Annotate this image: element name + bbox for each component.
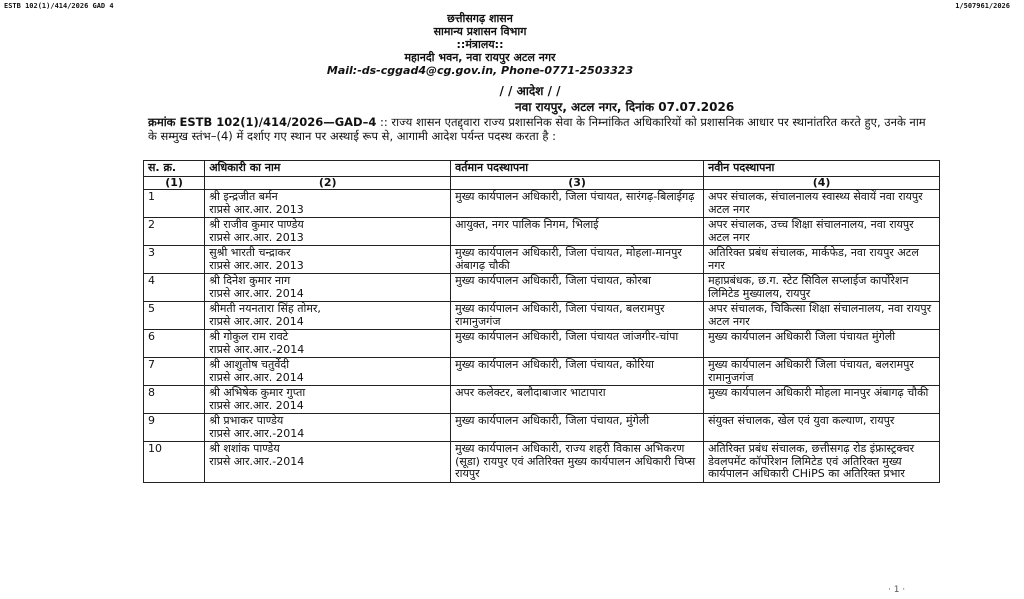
current-posting: मुख्य कार्यपालन अधिकारी, जिला पंचायत, बलरामपुर रामानुजगंज	[451, 302, 704, 330]
serial-number: 7	[144, 358, 205, 386]
officer-batch: राप्रसे आर.आर. 2014	[209, 370, 304, 384]
new-posting: महाप्रबंधक, छ.ग. स्टेट सिविल सप्लाईज कार्पोरेशन लिमिटेड मुख्यालय, रायपुर	[704, 274, 940, 302]
officer-batch: राप्रसे आर.आर. 2014	[209, 398, 304, 412]
current-posting: मुख्य कार्यपालन अधिकारी, जिला पंचायत, सारंगढ़-बिलाईगढ़	[451, 190, 704, 218]
officer-batch: राप्रसे आर.आर.-2014	[209, 342, 305, 356]
current-posting: मुख्य कार्यपालन अधिकारी, जिला पंचायत, मुंगेली	[451, 414, 704, 442]
header-serial: स. क्र.	[144, 161, 205, 177]
table-body	[144, 190, 940, 483]
new-posting: अपर संचालक, संचालनालय स्वास्थ्य सेवायें नवा रायपुर अटल नगर	[704, 190, 940, 218]
current-posting: मुख्य कार्यपालन अधिकारी, जिला पंचायत, कोरबा	[451, 274, 704, 302]
order-paragraph	[148, 116, 938, 143]
current-posting: मुख्य कार्यपालन अधिकारी, राज्य शहरी विकास अभिकरण (सूडा) रायपुर एवं अतिरिक्त मुख्य कार्यपालन अधिकारी चिप्स रायपुर	[451, 442, 704, 483]
officer-cell	[205, 218, 451, 246]
officer-batch: राप्रसे आर.आर. 2013	[209, 230, 304, 244]
officer-cell	[205, 330, 451, 358]
officer-name: श्री शशांक पाण्डेय	[209, 442, 280, 455]
table-row	[144, 330, 940, 358]
government-name: छत्तीसगढ़ शासन	[447, 12, 513, 25]
officer-name: श्री गोकुल राम रावटे	[209, 330, 289, 343]
officer-name: सुश्री भारती चन्द्राकर	[209, 246, 291, 259]
new-posting: अतिरिक्त प्रबंध संचालक, छत्तीसगढ़ रोड इंफ्रास्ट्रक्चर डेवलपमेंट कॉर्पोरेशन लिमिटेड एवं अतिरिक्त मुख्य कार्यपालन अधिकारी CHiPS का अतिरिक्त प्रभार	[704, 442, 940, 483]
table-header-row	[144, 161, 940, 177]
serial-number: 3	[144, 246, 205, 274]
officer-batch: राप्रसे आर.आर. 2014	[209, 314, 304, 328]
document-reference-bar	[0, 0, 1024, 12]
order-title: / / आदेश / /	[499, 84, 561, 98]
column-number: (2)	[205, 176, 451, 190]
serial-number: 2	[144, 218, 205, 246]
officer-cell	[205, 274, 451, 302]
serial-number: 10	[144, 442, 205, 483]
serial-number: 6	[144, 330, 205, 358]
file-number: ESTB 102(1)/414/2026 GAD 4	[4, 2, 114, 10]
header-current-posting: वर्तमान पदस्थापना	[451, 161, 704, 177]
office-address: महानदी भवन, नवा रायपुर अटल नगर	[404, 51, 556, 64]
officer-name: श्री इन्द्रजीत बर्मन	[209, 190, 278, 203]
officer-name: श्री आशुतोष चतुर्वेदी	[209, 358, 290, 371]
new-posting: मुख्य कार्यपालन अधिकारी मोहला मानपुर अंबागढ़ चौकी	[704, 386, 940, 414]
current-posting: मुख्य कार्यपालन अधिकारी, जिला पंचायत, मोहला-मानपुर अंबागढ़ चौकी	[451, 246, 704, 274]
officer-name: श्री अभिषेक कुमार गुप्ता	[209, 386, 306, 399]
officer-cell	[205, 414, 451, 442]
table-row	[144, 442, 940, 483]
officer-batch: राप्रसे आर.आर. 2013	[209, 258, 304, 272]
serial-number: 9	[144, 414, 205, 442]
table-column-numbers	[144, 176, 940, 190]
officer-name: श्री प्रभाकर पाण्डेय	[209, 414, 284, 427]
new-posting: अपर संचालक, उच्च शिक्षा संचालनालय, नवा रायपुर अटल नगर	[704, 218, 940, 246]
officer-batch: राप्रसे आर.आर. 2014	[209, 286, 304, 300]
table-row	[144, 246, 940, 274]
letterhead	[200, 12, 760, 77]
page-mark: · 1 ·	[888, 585, 906, 595]
officer-cell	[205, 246, 451, 274]
order-place-date: नवा रायपुर, अटल नगर, दिनांक 07.07.2026	[515, 100, 735, 114]
new-posting: मुख्य कार्यपालन अधिकारी जिला पंचायत मुंगेली	[704, 330, 940, 358]
department-name: सामान्य प्रशासन विभाग	[433, 25, 527, 38]
ministry-label: ::मंत्रालय::	[456, 38, 504, 51]
column-number: (4)	[704, 176, 940, 190]
officer-cell	[205, 302, 451, 330]
table-row	[144, 190, 940, 218]
officer-cell	[205, 442, 451, 483]
officer-cell	[205, 190, 451, 218]
table-row	[144, 358, 940, 386]
new-posting: संयुक्त संचालक, खेल एवं युवा कल्याण, रायपुर	[704, 414, 940, 442]
contact-line: Mail:-ds-cggad4@cg.gov.in, Phone-0771-2503323	[326, 64, 634, 77]
header-new-posting: नवीन पदस्थापना	[704, 161, 940, 177]
order-text: :: राज्य शासन एतद्द्वारा राज्य प्रशासनिक सेवा के निम्नांकित अधिकारियों को प्रशासनिक आधार पर स्थानांतरित करते हुए, उनके नाम के सम्मुख स्तंभ–(4) में दर्शाए गए स्थान पर अस्थाई रूप से, आगामी आदेश पर्यन्त पदस्थ करता है :	[148, 115, 926, 143]
officer-batch: राप्रसे आर.आर. 2013	[209, 202, 304, 216]
officer-name: श्रीमती नयनतारा सिंह तोमर,	[209, 302, 321, 315]
transfer-table	[143, 160, 940, 483]
header-officer-name: अधिकारी का नाम	[205, 161, 451, 177]
table-row	[144, 302, 940, 330]
table-row	[144, 414, 940, 442]
table-row	[144, 386, 940, 414]
column-number: (3)	[451, 176, 704, 190]
new-posting: मुख्य कार्यपालन अधिकारी जिला पंचायत, बलरामपुर रामानुजगंज	[704, 358, 940, 386]
new-posting: अपर संचालक, चिकित्सा शिक्षा संचालनालय, नवा रायपुर अटल नगर	[704, 302, 940, 330]
table-row	[144, 274, 940, 302]
serial-number: 4	[144, 274, 205, 302]
serial-number: 1	[144, 190, 205, 218]
officer-cell	[205, 386, 451, 414]
current-posting: आयुक्त, नगर पालिक निगम, भिलाई	[451, 218, 704, 246]
serial-number: 8	[144, 386, 205, 414]
officer-batch: राप्रसे आर.आर.-2014	[209, 426, 305, 440]
current-posting: अपर कलेक्टर, बलौदाबाजार भाटापारा	[451, 386, 704, 414]
current-posting: मुख्य कार्यपालन अधिकारी, जिला पंचायत जांजगीर-चांपा	[451, 330, 704, 358]
officer-name: श्री राजीव कुमार पाण्डेय	[209, 218, 304, 231]
current-posting: मुख्य कार्यपालन अधिकारी, जिला पंचायत, कोरिया	[451, 358, 704, 386]
officer-cell	[205, 358, 451, 386]
order-reference: क्रमांक ESTB 102(1)/414/2026—GAD–4	[148, 115, 377, 129]
serial-number: 5	[144, 302, 205, 330]
officer-batch: राप्रसे आर.आर.-2014	[209, 454, 305, 468]
officer-name: श्री दिनेश कुमार नाग	[209, 274, 291, 287]
receipt-number: 1/507961/2026	[955, 2, 1010, 10]
column-number: (1)	[144, 176, 205, 190]
new-posting: अतिरिक्त प्रबंध संचालक, मार्कफेड, नवा रायपुर अटल नगर	[704, 246, 940, 274]
table-row	[144, 218, 940, 246]
